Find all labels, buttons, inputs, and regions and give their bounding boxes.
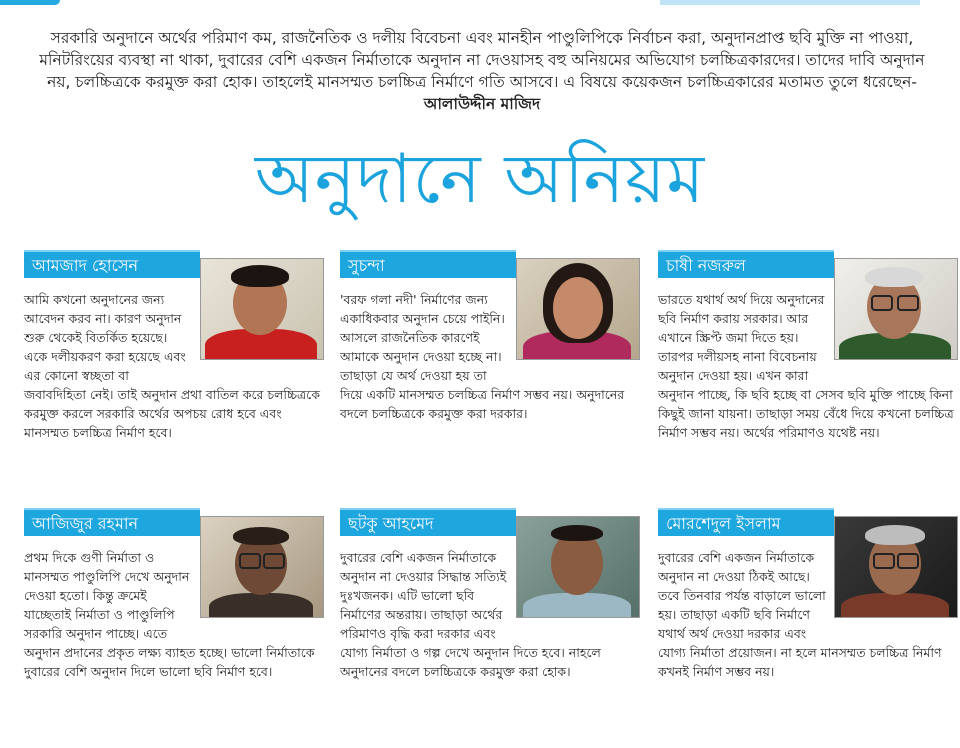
opinion-text: ভারতে যথার্থ অর্থ দিয়ে অনুদানের ছবি নির্মাণ করায় সরকার। আর এখানে স্ক্রিপ্ট জমা দিতে হয়। তারপর দলীয়সহ নানা বিবেচনায় অনুদান দেওয়া হয়। এখন কারা অনুদান পাচ্ছে, কি ছবি হচ্ছে বা সেসব ছবি মুক্তি পাচ্ছে কিনা কিছুই জানা যায়না। তাছাড়া সময় বেঁধে দিয়ে কখনো চলচ্চিত্র নির্মাণ সম্ভব নয়। অর্থের পরিমাণও যথেষ্ট নয়।	[658, 292, 954, 440]
opinion-text: দুবারের বেশি একজন নির্মাতাকে অনুদান না দেওয়া ঠিকই আছে। তবে তিনবার পর্যন্ত বাড়ালে ভালো হয়। তাছাড়া একটি ছবি নির্মাণে যথার্থ অর্থ দেওয়া দরকার এবং যোগ্য নির্মাতা প্রয়োজন। না হলে মানসম্মত চলচ্চিত্র নির্মাণ কখনই নির্মাণ সম্ভব নয়।	[658, 550, 942, 679]
opinion-card-suchanda	[340, 250, 640, 490]
opinion-text: দুবারের বেশি একজন নির্মাতাকে অনুদান না দেওয়ার সিদ্ধান্ত সত্যিই দুঃখজনক। এটি ভালো ছবি নির্মাণের অন্তরায়। তাছাড়া অর্থের পরিমাণও বৃদ্ধি করা দরকার এবং যোগ্য নির্মাতা ও গল্প দেখে অনুদান দিতে হবে। নাহলে অনুদানের বদলে চলচ্চিত্রকে করমুক্ত করা হোক।	[340, 550, 601, 679]
person-name: ছটকু আহমেদ	[348, 514, 434, 533]
person-name: মোরশেদুল ইসলাম	[666, 514, 781, 533]
name-bar	[24, 508, 200, 536]
headline: অনুদানে অনিয়ম	[254, 140, 706, 219]
name-bar	[24, 250, 200, 278]
opinion-card-chotku	[340, 508, 640, 748]
opinion-card-morshedul	[658, 508, 958, 748]
opinion-text: আমি কখনো অনুদানের জন্য আবেদন করব না। কারণ অনুদান শুরু থেকেই বিতর্কিত হয়েছে। একে দলীয়করণ করা হয়েছে এবং এর কোনো স্বচ্ছতা বা জবাবদিহিতা নেই। তাই অনুদান প্রথা বাতিল করে চলচ্চিত্রকে করমুক্ত করলে সরকারি অর্থের অপচয় রোধ হবে এবং মানসম্মত চলচ্চিত্র নির্মাণ হবে।	[24, 292, 320, 440]
top-accent-bar-right	[660, 0, 920, 5]
opinion-card-azizur	[24, 508, 324, 748]
name-bar	[340, 250, 516, 278]
person-name: সুচন্দা	[348, 256, 385, 275]
intro-text: সরকারি অনুদানে অর্থের পরিমাণ কম, রাজনৈতিক ও দলীয় বিবেচনা এবং মানহীন পাণ্ডুলিপিকে নির্বাচন করা, অনুদানপ্রাপ্ত ছবি মুক্তি না পাওয়া, মনিটরিংয়ের ব্যবস্থা না থাকা, দুবারের বেশি একজন নির্মাতাকে অনুদান না দেওয়াসহ বহু অনিয়মের অভিযোগ চলচ্চিত্রকারদের। তাদের দাবি অনুদান নয়, চলচ্চিত্রকে করমুক্ত করা হোক। তাহলেই মানসম্মত চলচ্চিত্র নির্মাণে গতি আসবে। এ বিষয়ে কয়েকজন চলচ্চিত্রকারের মতামত তুলে ধরেছেন-	[39, 29, 925, 91]
name-bar	[340, 508, 516, 536]
person-name: আমজাদ হোসেন	[32, 256, 139, 275]
intro-paragraph	[28, 27, 936, 115]
opinion-card-amjad	[24, 250, 324, 490]
opinion-text: 'বরফ গলা নদী' নির্মাণের জন্য একাধিকবার অনুদান চেয়ে পাইনি। আসলে রাজনৈতিক কারণেই আমাকে অনুদান দেওয়া হচ্ছে না। তাছাড়া যে অর্থ দেওয়া হয় তা দিয়ে একটি মানসম্মত চলচ্চিত্র নির্মাণ সম্ভব নয়। অনুদানের বদলে চলচ্চিত্রকে করমুক্ত করা দরকার।	[340, 292, 625, 421]
name-bar	[658, 250, 834, 278]
person-name: আজিজুর রহমান	[32, 514, 139, 533]
opinion-text: প্রথম দিকে গুণী নির্মাতা ও মানসম্মত পাণ্ডুলিপি দেখে অনুদান দেওয়া হতো। কিন্তু ক্রমেই যাচ্ছেতাই নির্মাতা ও পাণ্ডুলিপি সরকারি অনুদান পাচ্ছে। এতে অনুদান প্রদানের প্রকৃত লক্ষ্য ব্যাহত হচ্ছে। ভালো নির্মাতাকে দুবারের বেশি অনুদান দিলে ভালো ছবি নির্মাণ হবে।	[24, 550, 315, 679]
name-bar	[658, 508, 834, 536]
person-name: চাষী নজরুল	[666, 256, 746, 275]
top-accent-bar-left	[0, 0, 60, 5]
opinion-card-chashi	[658, 250, 958, 490]
intro-author: আলাউদ্দীন মাজিদ	[423, 95, 541, 113]
